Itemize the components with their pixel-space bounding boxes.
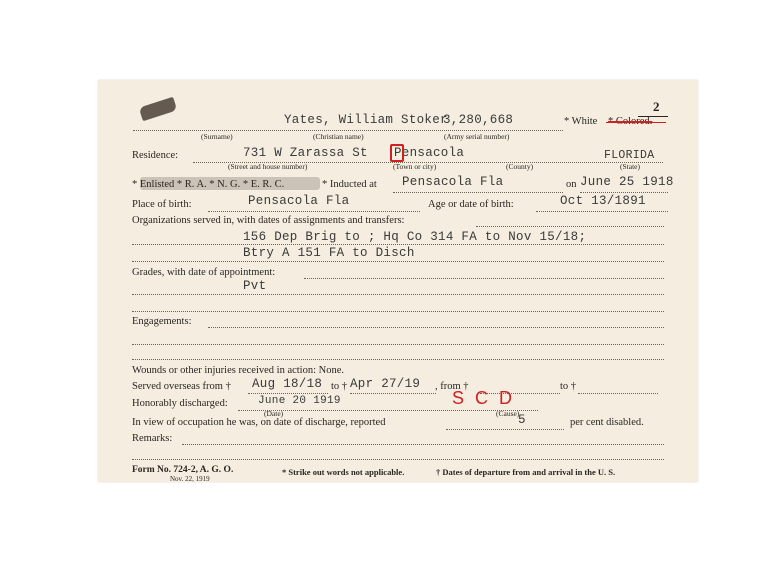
sub-cause: (Cause)	[496, 409, 520, 418]
form-date: Nov. 22, 1919	[170, 475, 210, 483]
typed-state: FLORIDA	[604, 149, 655, 162]
engagements-label: Engagements:	[132, 316, 192, 327]
sub-state: (State)	[620, 162, 640, 171]
typed-birth-date: Oct 13/1891	[560, 194, 646, 208]
card-number: 2	[653, 99, 660, 114]
engagements-line-2	[132, 359, 664, 360]
ink-mark	[139, 97, 178, 121]
sub-christian: (Christian name)	[313, 132, 364, 141]
grades-line-1	[132, 294, 664, 295]
overseas-from-line	[248, 393, 328, 394]
typed-discharge-date: June 20 1919	[258, 395, 341, 407]
typed-disability: 5	[518, 413, 526, 427]
typed-org-line1: 156 Dep Brig to ; Hq Co 314 FA to Nov 15/18;	[243, 230, 587, 244]
sub-serial: (Army serial number)	[444, 132, 510, 141]
footnote-dates: † Dates of departure from and arrival in the U. S.	[436, 467, 616, 477]
disability-end-label: per cent disabled.	[570, 417, 644, 428]
name-line	[133, 130, 563, 131]
service-record-card	[98, 80, 698, 482]
typed-serial: 3,280,668	[443, 113, 514, 127]
birth-place-line	[208, 211, 420, 212]
organizations-label: Organizations served in, with dates of assignments and transfers:	[132, 215, 405, 226]
organizations-line-0	[476, 226, 664, 227]
typed-overseas-to: Apr 27/19	[350, 377, 421, 391]
grades-line-0	[304, 278, 664, 279]
typed-grade: Pvt	[243, 279, 267, 293]
enlisted-label: * Enlisted * R. A. * N. G. * E. R. C.	[132, 179, 285, 190]
sub-town: (Town or city)	[393, 162, 437, 171]
remarks-line-1	[132, 459, 664, 460]
red-p-mark	[390, 144, 404, 162]
remarks-label: Remarks:	[132, 433, 173, 444]
residence-label: Residence:	[132, 150, 179, 161]
sub-surname: (Surname)	[201, 132, 233, 141]
typed-birth-place: Pensacola Fla	[248, 194, 350, 208]
inducted-date-line	[580, 192, 668, 193]
sub-street: (Street and house number)	[228, 162, 308, 171]
grades-label: Grades, with date of appointment:	[132, 267, 276, 278]
typed-street: 731 W Zarassa St	[243, 146, 368, 160]
overseas-to-line	[350, 393, 436, 394]
sub-county: (County)	[506, 162, 534, 171]
inducted-line	[393, 192, 563, 193]
typed-inducted-date: June 25 1918	[580, 175, 674, 189]
grades-line-2	[132, 311, 664, 312]
red-strike-line	[606, 122, 666, 123]
disability-line	[446, 429, 564, 430]
overseas-to2-label: to †	[560, 381, 577, 392]
typed-org-line2: Btry A 151 FA to Disch	[243, 246, 415, 260]
wounds-label: Wounds or other injuries received in action: None.	[132, 365, 345, 376]
typed-town: Pensacola	[394, 146, 465, 160]
inducted-label: * Inducted at	[322, 179, 377, 190]
overseas-to2-line	[578, 393, 658, 394]
birth-place-label: Place of birth:	[132, 199, 192, 210]
race-colored-struck: * Colored.	[608, 116, 653, 127]
engagements-line-1	[132, 344, 664, 345]
birth-date-line	[536, 211, 668, 212]
typed-overseas-from: Aug 18/18	[252, 377, 323, 391]
remarks-line-0	[182, 444, 664, 445]
on-label: on	[566, 179, 577, 190]
organizations-line-1	[132, 244, 664, 245]
discharge-stamp: S C D	[452, 388, 516, 408]
form-number: Form No. 724-2, A. G. O.	[132, 465, 234, 475]
discharged-label: Honorably discharged:	[132, 398, 228, 409]
typed-inducted-place: Pensacola Fla	[402, 175, 504, 189]
typed-name: Yates, William Stoker	[284, 113, 448, 127]
sub-date: (Date)	[264, 409, 284, 418]
organizations-line-2	[132, 261, 664, 262]
engagements-line-0	[208, 327, 664, 328]
overseas-label: Served overseas from †	[132, 381, 231, 392]
disability-label: In view of occupation he was, on date of discharge, reported	[132, 417, 386, 428]
overseas-to-label: to †	[331, 381, 348, 392]
overseas-from2-label: , from †	[435, 381, 469, 392]
footnote-strike: * Strike out words not applicable.	[282, 467, 405, 477]
race-white: * White	[564, 116, 598, 127]
birth-date-label: Age or date of birth:	[428, 199, 514, 210]
